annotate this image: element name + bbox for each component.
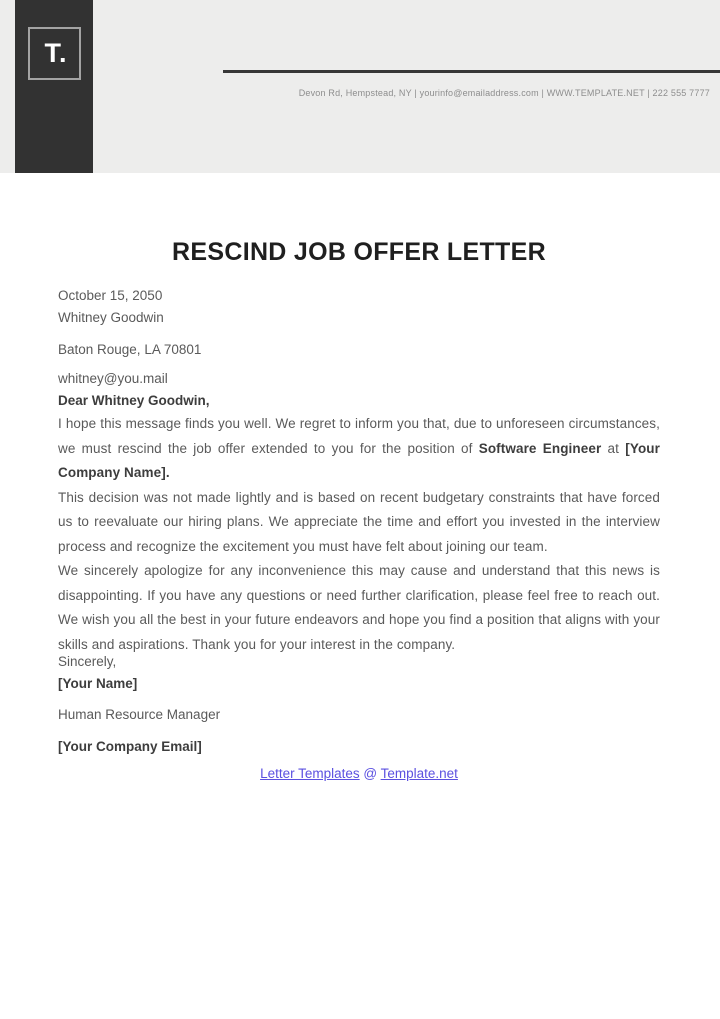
letterhead — [0, 0, 720, 173]
letter-templates-link[interactable]: Letter Templates — [260, 766, 360, 781]
sender-email-placeholder: [Your Company Email] — [58, 739, 202, 754]
letter-title: RESCIND JOB OFFER LETTER — [172, 238, 546, 266]
recipient-name: Whitney Goodwin — [58, 310, 164, 325]
logo-bar — [15, 0, 93, 173]
template-net-link[interactable]: Template.net — [380, 766, 458, 781]
paragraph-1-text-mid: at — [601, 440, 626, 456]
template-net-logo-icon: T. — [44, 38, 68, 68]
recipient-email: whitney@you.mail — [58, 371, 168, 386]
sender-name-placeholder: [Your Name] — [58, 676, 138, 691]
letterhead-contact-info: Devon Rd, Hempstead, NY | yourinfo@emailaddress.com | WWW.TEMPLATE.NET | 222 555 7777 — [298, 88, 710, 98]
brand-logo — [28, 27, 81, 80]
paragraph-1 — [58, 412, 660, 486]
company-name-placeholder: [Your Company Name]. — [58, 440, 660, 480]
paragraph-1-text: I hope this message finds you well. We regret to inform you that, due to unforeseen circumstances, we must rescind the job offer extended to you for the position of — [58, 416, 660, 456]
header-divider — [223, 70, 720, 73]
paragraph-3: We sincerely apologize for any inconvenience this may cause and understand that this news is disappointing. If you have any questions or need further clarification, please feel free to reach out. We wish you all the best in your future endeavors and hope you find a position that aligns with your skills and aspirations. Thank you for your interest in the company. — [58, 563, 660, 652]
sender-role: Human Resource Manager — [58, 707, 221, 722]
footer-credit — [58, 764, 660, 784]
recipient-address: Baton Rouge, LA 70801 — [58, 342, 202, 357]
letter-content — [58, 173, 660, 784]
paragraph-2: This decision was not made lightly and is based on recent budgetary constraints that have forced us to reevaluate our hiring plans. We appreciate the time and effort you invested in the interview process and recognize the excitement you must have felt about joining our team. — [58, 489, 660, 554]
letter-date: October 15, 2050 — [58, 288, 163, 303]
salutation: Dear Whitney Goodwin, — [58, 393, 210, 408]
footer-at-symbol: @ — [363, 766, 378, 781]
position-placeholder: Software Engineer — [478, 440, 602, 456]
closing-sincerely: Sincerely, — [58, 654, 117, 669]
